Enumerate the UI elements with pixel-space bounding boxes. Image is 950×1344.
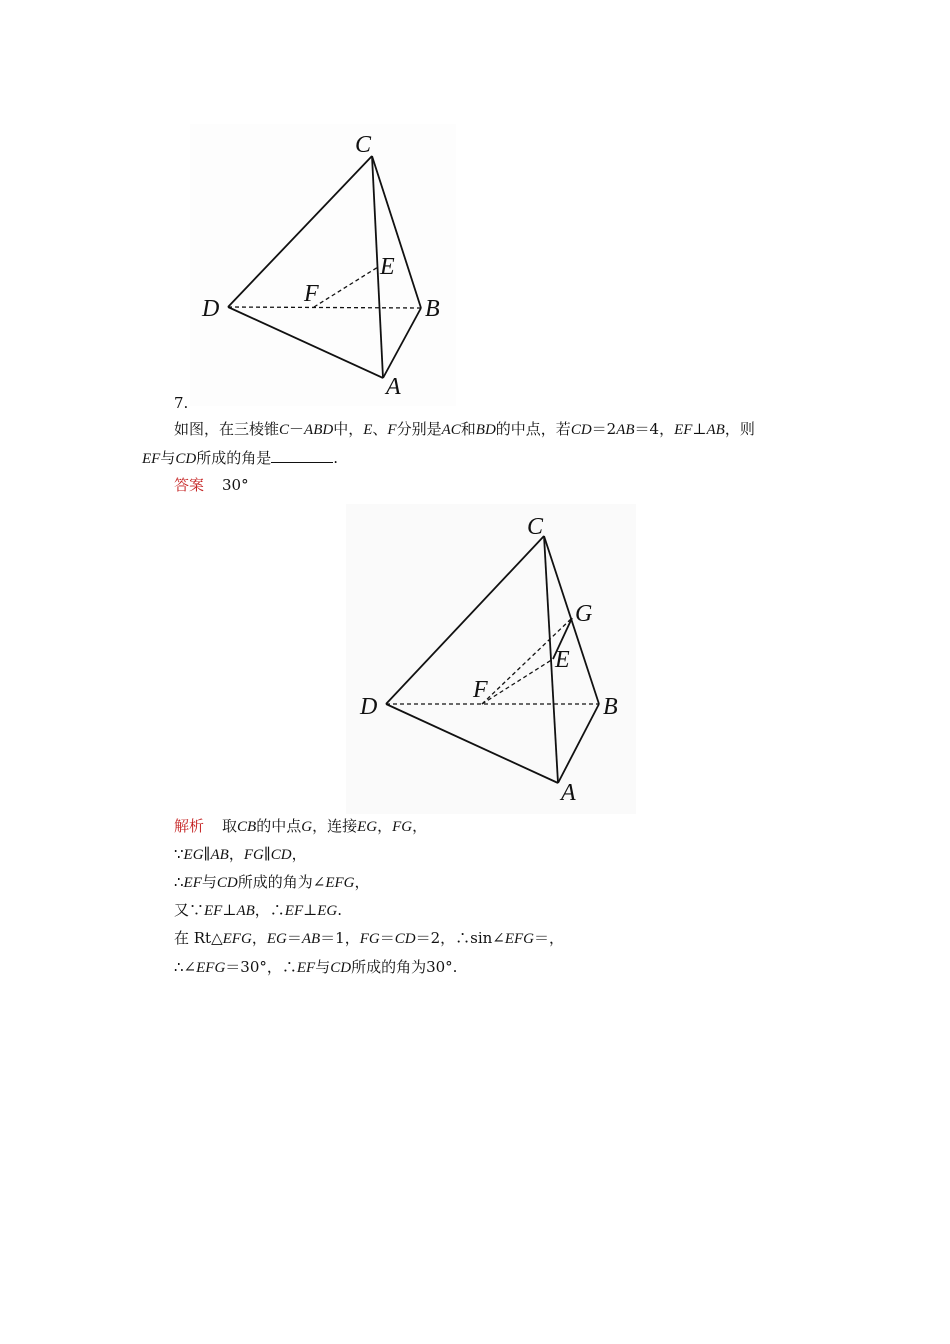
question-line-2: EF与CD所成的角是 . [142,449,338,467]
analysis-line-5: 在 Rt△EFG，EG＝AB＝1，FG＝CD＝2，∴sin∠EFG＝， [174,929,565,947]
label-f: F [304,281,319,307]
answer-line [174,475,249,495]
analysis-line-6: ∴∠EFG＝30°，∴EF与CD所成的角为30°. [174,958,458,976]
edge-da [386,704,558,783]
analysis-line-2: ∵EG∥AB，FG∥CD， [174,845,307,863]
analysis-line-4: 又∵EF⊥AB，∴EF⊥EG. [174,901,343,919]
label-a: A [386,374,401,400]
label-f: F [473,677,488,703]
edge-cb [372,156,421,308]
question-line-1: 如图，在三棱锥C－ABD中，E、F分别是AC和BD的中点，若CD＝2AB＝4，EF⊥AB，则 [174,420,755,438]
segment-fe [482,659,553,704]
label-d: D [202,296,220,322]
answer-label: 答案 [174,476,205,494]
label-c: C [527,514,544,540]
analysis-line-3: ∴EF与CD所成的角为∠EFG， [174,873,370,891]
edge-db-hidden [228,307,421,308]
segment-fe [314,267,378,307]
label-b: B [603,694,618,720]
answer-blank [271,450,333,463]
label-a: A [561,780,576,806]
label-e: E [380,254,395,280]
edge-da [228,307,383,378]
figure-1-tetrahedron [190,124,456,406]
question-number: 7. [174,394,189,412]
edge-ba [558,704,599,783]
label-d: D [360,694,378,720]
label-b: B [425,296,440,322]
edge-ba [383,308,421,378]
label-e: E [555,647,570,673]
label-g: G [575,601,593,627]
analysis-line-1: 解析 取CB的中点G，连接EG，FG， [174,817,428,835]
label-c: C [355,132,372,158]
analysis-label: 解析 [174,817,205,835]
figure-2-tetrahedron [346,504,636,814]
answer-value: 30° [222,476,249,494]
edge-cd [386,536,544,704]
